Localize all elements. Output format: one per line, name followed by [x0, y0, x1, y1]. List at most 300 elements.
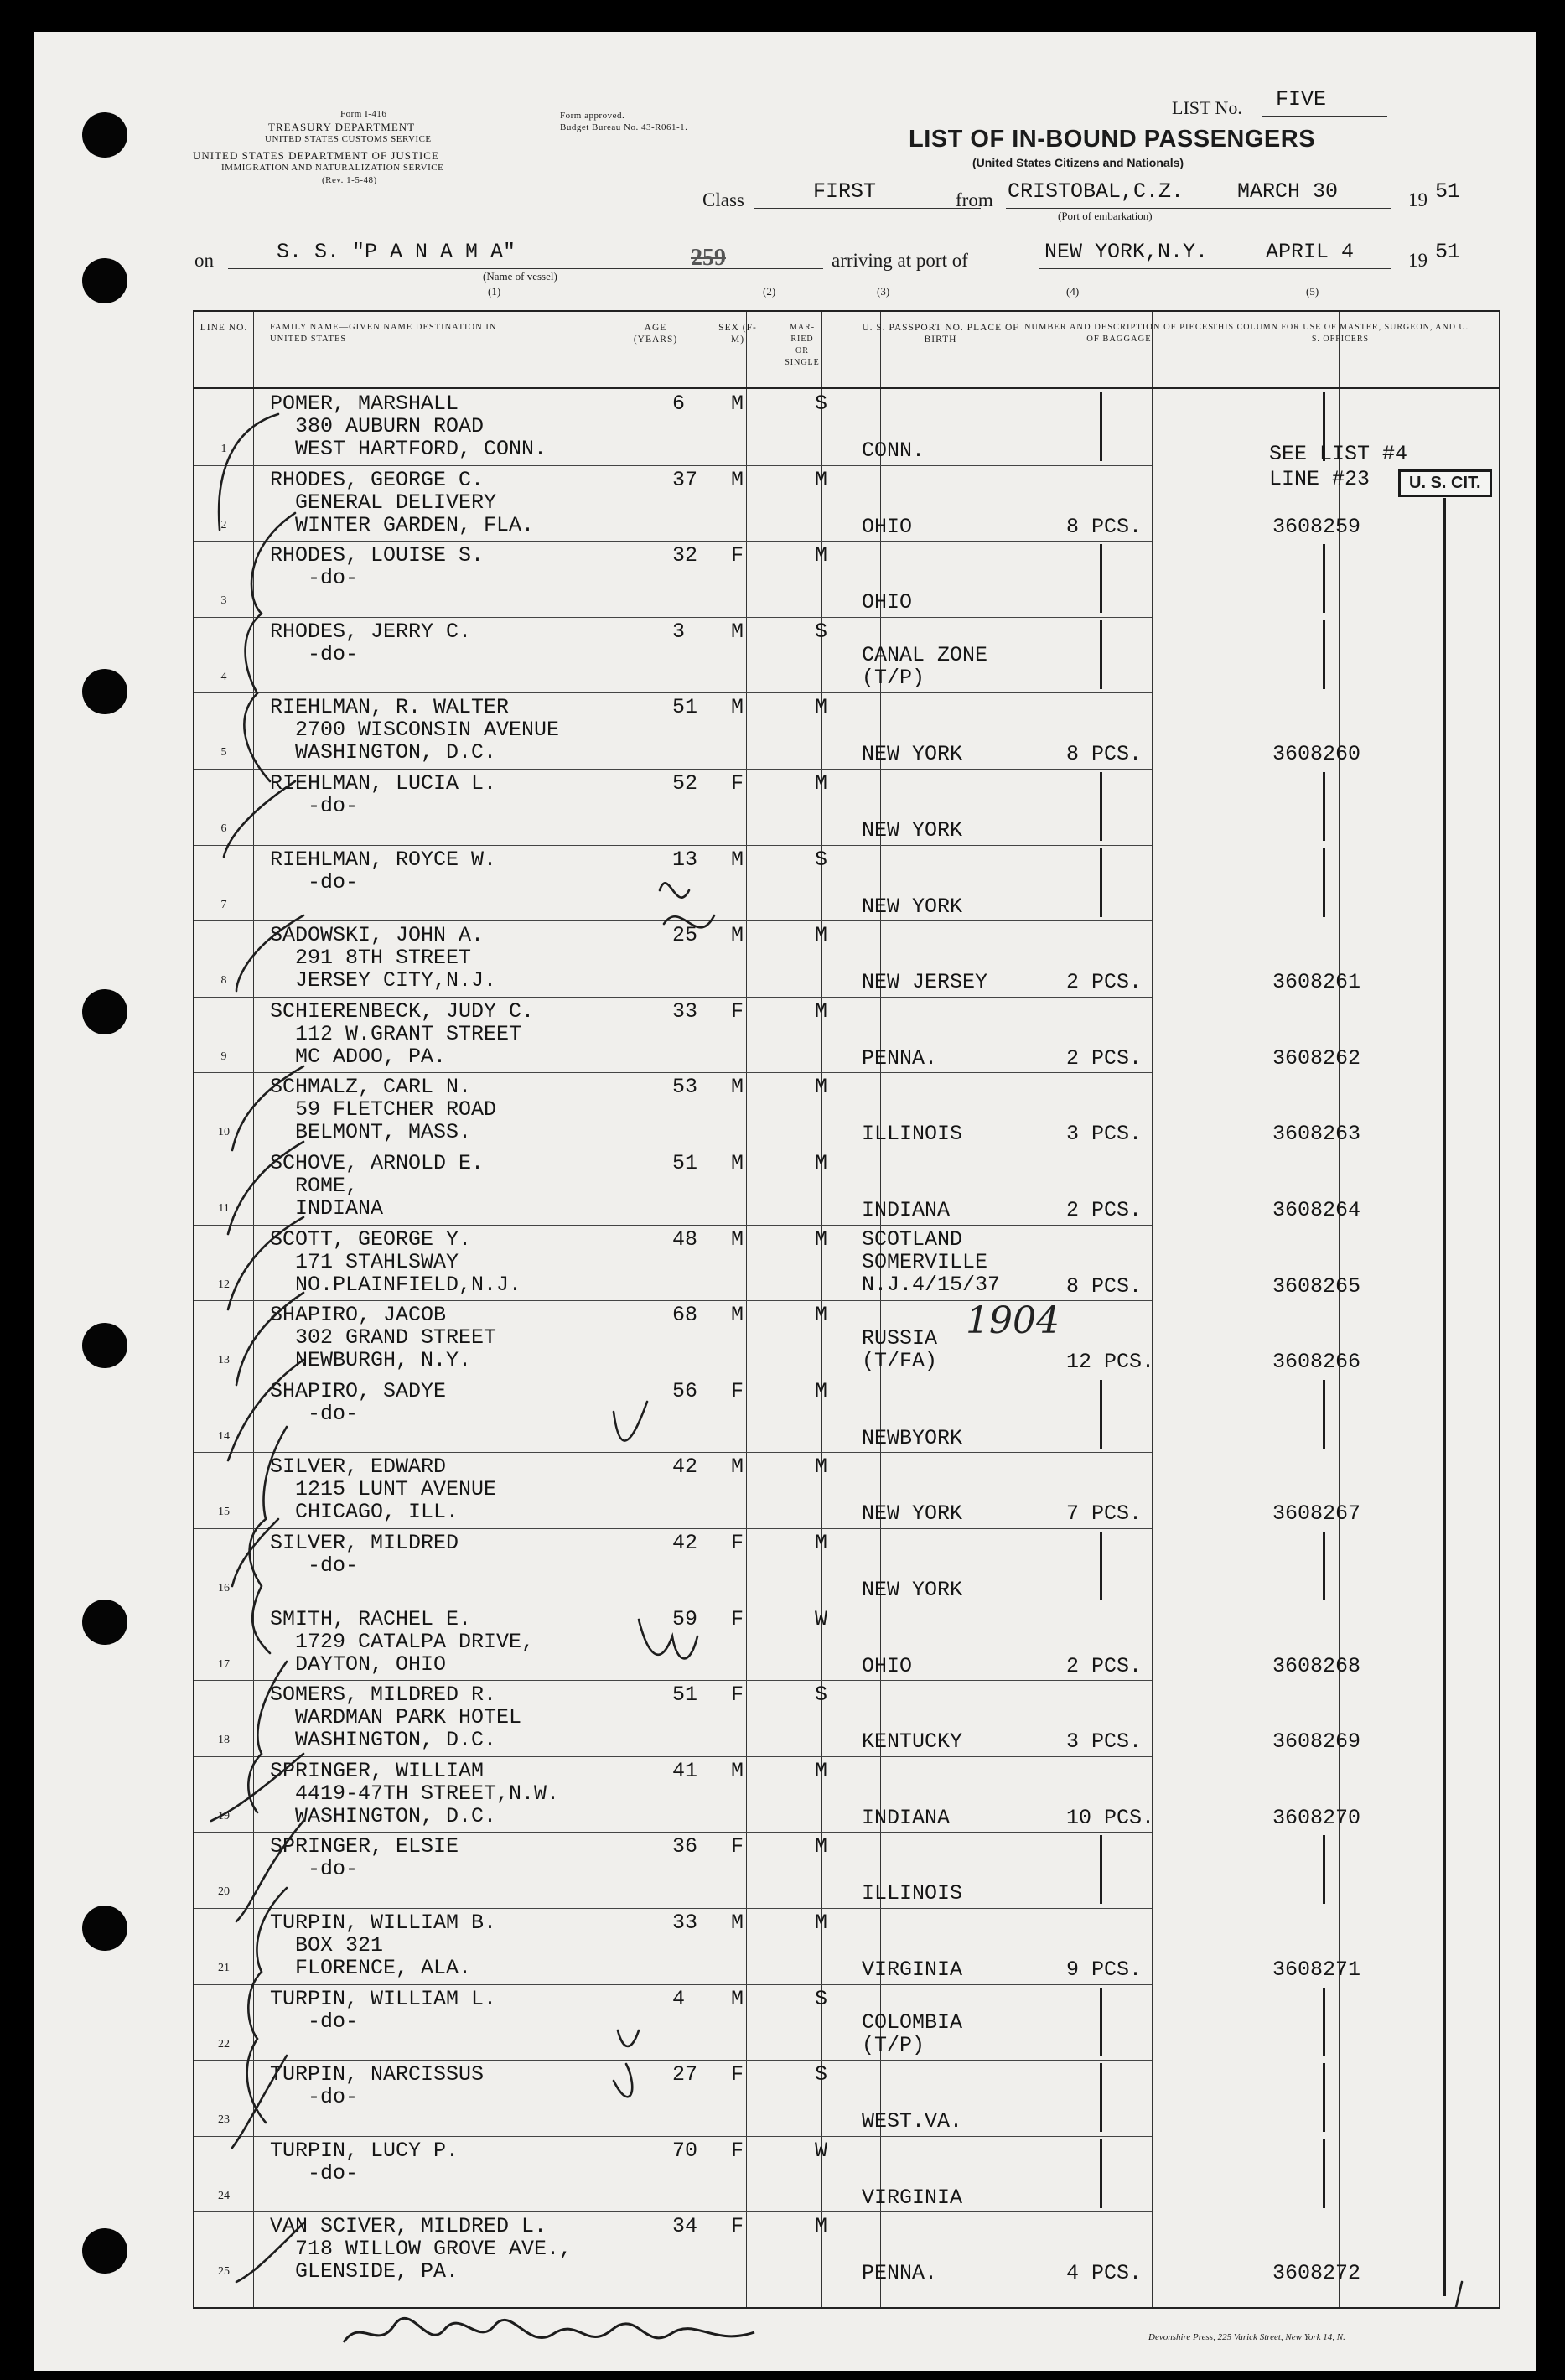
baggage-count: 10 PCS. [1066, 1805, 1155, 1830]
destination-line: 171 STAHLSWAY [270, 1249, 459, 1274]
age-value: 42 [672, 1454, 698, 1480]
from-value: CRISTOBAL,C.Z. [1008, 179, 1184, 204]
passenger-name: SOMERS, MILDRED R. [270, 1683, 497, 1708]
place-of-birth: SCOTLAND [862, 1226, 963, 1252]
baggage-count: 9 PCS. [1066, 1957, 1143, 1982]
age-value: 56 [672, 1378, 698, 1403]
age-value: 70 [672, 2138, 698, 2163]
destination-line: -do- [270, 1553, 359, 1578]
baggage-tag-number: 3608266 [1272, 1350, 1361, 1375]
customs-service: UNITED STATES CUSTOMS SERVICE [265, 134, 432, 144]
arrival-year-suffix: 51 [1435, 240, 1461, 264]
place-of-birth: VIRGINIA [862, 2185, 963, 2210]
line-number: 20 [218, 1885, 230, 1899]
place-of-birth: INDIANA [862, 1805, 951, 1830]
place-of-birth: NEW YORK [862, 894, 963, 919]
place-of-birth: (T/P) [862, 2032, 925, 2057]
line-number: 23 [218, 2113, 230, 2127]
check-mark-icon [219, 414, 278, 530]
bracket-mark-icon [247, 1888, 287, 2123]
baggage-count: 8 PCS. [1066, 742, 1143, 767]
bleed-through-text [1031, 1713, 1035, 1730]
place-of-birth: VIRGINIA [862, 1957, 963, 1982]
marital-status: M [815, 1075, 828, 1100]
form-revision: (Rev. 1-5-48) [322, 175, 377, 185]
line-number: 10 [218, 1126, 230, 1139]
tick-mark-icon [1456, 2282, 1462, 2307]
line-number: 5 [220, 746, 227, 760]
line-number: 4 [220, 670, 227, 683]
age-value: 3 [672, 619, 686, 644]
destination-line: ROME, [270, 1174, 359, 1198]
check-mark-icon [228, 1142, 303, 1234]
passenger-name: SADOWSKI, JOHN A. [270, 923, 485, 948]
sex-value: M [731, 467, 744, 492]
passenger-name: SCHIERENBECK, JUDY C. [270, 998, 535, 1024]
bracket-mark-icon [244, 513, 295, 781]
line-number: 19 [218, 1809, 230, 1823]
passenger-name: RIEHLMAN, R. WALTER [270, 695, 510, 720]
sex-value: M [731, 1303, 744, 1328]
line-number: 14 [218, 1429, 230, 1443]
place-of-birth: (T/P) [862, 665, 925, 690]
passenger-name: POMER, MARSHALL [270, 391, 459, 416]
passenger-name: SCOTT, GEORGE Y. [270, 1226, 472, 1252]
marital-status: M [815, 2214, 828, 2239]
place-of-birth: CANAL ZONE [862, 642, 988, 667]
marital-status: M [815, 467, 828, 492]
destination-line: GENERAL DELIVERY [270, 490, 497, 515]
line-number: 13 [218, 1354, 230, 1367]
place-of-birth: OHIO [862, 590, 913, 615]
line-number: 22 [218, 2037, 230, 2051]
marital-status: M [815, 543, 828, 568]
baggage-tag-number: 3608271 [1272, 1957, 1361, 1982]
page-subtitle: (United States Citizens and Nationals) [972, 156, 1184, 169]
passenger-name: RHODES, JERRY C. [270, 619, 472, 644]
initials-mark-icon [660, 883, 714, 927]
place-of-birth: N.J.4/15/37 [862, 1272, 1001, 1297]
marital-status: M [815, 998, 828, 1024]
destination-line: WASHINGTON, D.C. [270, 740, 497, 765]
from-label: from [956, 189, 993, 210]
baggage-count: 8 PCS. [1066, 1273, 1143, 1299]
sex-value: M [731, 1151, 744, 1175]
place-of-birth: OHIO [862, 514, 913, 539]
inspector-signature [335, 2309, 771, 2367]
punch-hole-icon [82, 989, 127, 1034]
age-value: 34 [672, 2214, 698, 2239]
sex-value: F [731, 543, 744, 568]
class-label: Class [702, 189, 744, 210]
arriving-label: arriving at port of [832, 250, 968, 271]
marital-status: S [815, 2062, 828, 2087]
year-suffix: 51 [1435, 179, 1461, 204]
baggage-tag-number: 3608262 [1272, 1045, 1361, 1071]
immigration-service: IMMIGRATION AND NATURALIZATION SERVICE [221, 163, 444, 173]
baggage-count: 2 PCS. [1066, 970, 1143, 995]
baggage-tag-number: 3608265 [1272, 1273, 1361, 1299]
place-of-birth: NEWBYORK [862, 1425, 963, 1450]
sex-value: F [731, 1834, 744, 1859]
place-of-birth: COLOMBIA [862, 2009, 963, 2035]
marital-status: M [815, 1454, 828, 1480]
age-value: 37 [672, 467, 698, 492]
page-title: LIST OF IN-BOUND PASSENGERS [909, 126, 1316, 153]
destination-line: -do- [270, 869, 359, 894]
marital-status: M [815, 1378, 828, 1403]
check-mark-icon [236, 2223, 303, 2282]
sex-value: M [731, 1454, 744, 1480]
destination-line: MC ADOO, PA. [270, 1044, 447, 1069]
marital-status: M [815, 1911, 828, 1935]
arrival-port: NEW YORK,N.Y. [1044, 240, 1209, 264]
col-number-4: (4) [1066, 285, 1080, 298]
check-mark-icon [224, 781, 295, 857]
marital-status: W [815, 1606, 828, 1631]
age-value: 51 [672, 1683, 698, 1708]
place-of-birth: ILLINOIS [862, 1122, 963, 1147]
list-no-value: FIVE [1276, 87, 1327, 111]
punch-hole-icon [82, 1600, 127, 1645]
age-value: 33 [672, 998, 698, 1024]
place-of-birth: NEW YORK [862, 1501, 963, 1527]
passenger-name: SPRINGER, ELSIE [270, 1834, 459, 1859]
place-of-birth: SOMERVILLE [862, 1249, 988, 1274]
col-number-1: (1) [488, 285, 501, 298]
header-sex: SEX (F-M) [718, 323, 757, 345]
age-value: 59 [672, 1606, 698, 1631]
bracket-mark-icon [250, 1427, 287, 1653]
line-number: 12 [218, 1278, 230, 1291]
place-of-birth: CONN. [862, 438, 925, 463]
destination-line: -do- [270, 2085, 359, 2110]
destination-line: 380 AUBURN ROAD [270, 414, 485, 438]
passenger-name: TURPIN, WILLIAM B. [270, 1911, 497, 1935]
manifest-page [34, 32, 1536, 2371]
age-value: 32 [672, 543, 698, 568]
passenger-name: RIEHLMAN, LUCIA L. [270, 771, 497, 796]
destination-line: NO.PLAINFIELD,N.J. [270, 1272, 522, 1297]
sex-value: M [731, 1758, 744, 1783]
place-of-birth: (T/FA) [862, 1349, 938, 1374]
sex-value: M [731, 1226, 744, 1252]
age-value: 27 [672, 2062, 698, 2087]
age-value: 41 [672, 1758, 698, 1783]
punch-hole-icon [82, 1323, 127, 1368]
baggage-count: 7 PCS. [1066, 1501, 1143, 1527]
baggage-count: 12 PCS. [1066, 1350, 1155, 1375]
age-value: 51 [672, 1151, 698, 1175]
sex-value: F [731, 1378, 744, 1403]
header-name: FAMILY NAME—GIVEN NAME DESTINATION IN UNITED STATES [270, 323, 497, 344]
baggage-tag-number: 3608260 [1272, 742, 1361, 767]
age-value: 51 [672, 695, 698, 720]
age-value: 52 [672, 771, 698, 796]
marital-status: S [815, 1683, 828, 1708]
baggage-tag-number: 3608261 [1272, 970, 1361, 995]
sex-value: F [731, 998, 744, 1024]
destination-line: 291 8TH STREET [270, 946, 472, 971]
initials-mark-icon [614, 2030, 639, 2097]
class-value: FIRST [813, 179, 877, 204]
destination-line: 59 FLETCHER ROAD [270, 1097, 497, 1123]
marital-status: M [815, 1531, 828, 1555]
destination-line: DAYTON, OHIO [270, 1651, 447, 1677]
sex-value: M [731, 695, 744, 720]
arrival-year-prefix: 19 [1408, 250, 1428, 271]
destination-line: WARDMAN PARK HOTEL [270, 1705, 522, 1730]
line-number: 3 [220, 594, 227, 608]
line-number: 16 [218, 1582, 230, 1594]
passenger-name: RHODES, LOUISE S. [270, 543, 485, 568]
passenger-name: RIEHLMAN, ROYCE W. [270, 847, 497, 872]
passenger-name: TURPIN, WILLIAM L. [270, 1986, 497, 2011]
age-value: 53 [672, 1075, 698, 1100]
destination-line: FLORENCE, ALA. [270, 1956, 472, 1980]
destination-line: -do- [270, 641, 359, 666]
baggage-tag-number: 3608270 [1272, 1805, 1361, 1830]
place-of-birth: KENTUCKY [862, 1729, 963, 1755]
passenger-name: TURPIN, NARCISSUS [270, 2062, 485, 2087]
baggage-count: 2 PCS. [1066, 1045, 1143, 1071]
place-of-birth: NEW YORK [862, 818, 963, 843]
age-value: 36 [672, 1834, 698, 1859]
marital-status: S [815, 391, 828, 416]
place-of-birth: INDIANA [862, 1198, 951, 1222]
passenger-name: SCHMALZ, CARL N. [270, 1075, 472, 1100]
printer-imprint: Devonshire Press, 225 Varick Street, New York 14, N. [1148, 2332, 1345, 2342]
signature-scrawl-icon [335, 2309, 771, 2359]
baggage-tag-number: 3608268 [1272, 1653, 1361, 1678]
line-number: 17 [218, 1657, 230, 1671]
destination-line: INDIANA [270, 1196, 384, 1221]
baggage-tag-number: 3608263 [1272, 1122, 1361, 1147]
marital-status: M [815, 1758, 828, 1783]
sex-value: M [731, 619, 744, 644]
age-value: 4 [672, 1986, 686, 2011]
header-passport: U. S. PASSPORT NO. PLACE OF BIRTH [862, 323, 1019, 345]
age-value: 13 [672, 847, 698, 872]
age-value: 6 [672, 391, 686, 416]
passenger-name: SCHOVE, ARNOLD E. [270, 1151, 485, 1175]
place-of-birth: PENNA. [862, 2261, 938, 2286]
baggage-count: 2 PCS. [1066, 1653, 1143, 1678]
line-number: 11 [218, 1202, 230, 1215]
line-number: 2 [220, 518, 227, 531]
destination-line: -do- [270, 2009, 359, 2034]
sex-value: F [731, 771, 744, 796]
line-number: 9 [220, 1050, 227, 1063]
port-embark-caption: (Port of embarkation) [1058, 210, 1153, 222]
destination-line: 4419-47TH STREET,N.W. [270, 1781, 560, 1806]
line-number: 25 [218, 2265, 230, 2279]
passenger-name: SHAPIRO, SADYE [270, 1378, 447, 1403]
baggage-count: 8 PCS. [1066, 514, 1143, 539]
destination-line: JERSEY CITY,N.J. [270, 968, 497, 993]
destination-line: WASHINGTON, D.C. [270, 1728, 497, 1753]
passenger-name: SPRINGER, WILLIAM [270, 1758, 485, 1783]
initials-mark-icon [639, 1620, 697, 1658]
place-of-birth: NEW YORK [862, 1578, 963, 1602]
baggage-count: 3 PCS. [1066, 1122, 1143, 1147]
header-age: AGE (YEARS) [633, 323, 678, 345]
baggage-count: 2 PCS. [1066, 1198, 1143, 1222]
destination-line: 2700 WISCONSIN AVENUE [270, 718, 560, 743]
treasury-department: TREASURY DEPARTMENT [268, 121, 416, 133]
see-list-note: SEE LIST #4 [1269, 442, 1408, 466]
check-mark-icon [232, 2056, 287, 2148]
us-citizen-stamp: U. S. CIT. [1398, 469, 1492, 497]
destination-line: BOX 321 [270, 1933, 384, 1957]
destination-line: NEWBURGH, N.Y. [270, 1348, 472, 1373]
passenger-table [193, 310, 1500, 2309]
sex-value: F [731, 1531, 744, 1555]
header-married: MAR-RIED OR SINGLE [785, 323, 820, 367]
marital-status: M [815, 771, 828, 796]
departure-date: MARCH 30 [1237, 179, 1339, 204]
destination-line: 112 W.GRANT STREET [270, 1021, 522, 1046]
marital-status: M [815, 1834, 828, 1859]
passenger-name: TURPIN, LUCY P. [270, 2138, 459, 2163]
baggage-tag-number: 3608264 [1272, 1198, 1361, 1222]
destination-line: 1729 CATALPA DRIVE, [270, 1629, 535, 1654]
baggage-count: 4 PCS. [1066, 2261, 1143, 2286]
header-line-no: LINE NO. [200, 323, 248, 333]
age-value: 25 [672, 923, 698, 948]
passenger-name: RHODES, GEORGE C. [270, 467, 485, 492]
marital-status: M [815, 695, 828, 720]
destination-line: GLENSIDE, PA. [270, 2259, 459, 2284]
form-number: Form I-416 [340, 109, 387, 119]
year-prefix: 19 [1408, 189, 1428, 210]
place-of-birth: NEW JERSEY [862, 970, 988, 995]
marital-status: M [815, 1226, 828, 1252]
check-mark-icon [236, 1293, 303, 1385]
col-number-3: (3) [877, 285, 890, 298]
passenger-name: SILVER, EDWARD [270, 1454, 447, 1480]
marital-status: M [815, 1151, 828, 1175]
destination-line: -do- [270, 2160, 359, 2186]
col-number-5: (5) [1306, 285, 1319, 298]
baggage-count: 3 PCS. [1066, 1729, 1143, 1755]
sex-value: M [731, 391, 744, 416]
baggage-tag-number: 3608267 [1272, 1501, 1361, 1527]
punch-hole-icon [82, 112, 127, 158]
list-no-label: LIST No. [1172, 97, 1242, 118]
destination-line: BELMONT, MASS. [270, 1120, 472, 1145]
place-of-birth: PENNA. [862, 1045, 938, 1071]
check-mark-icon [236, 915, 303, 991]
vessel-name: S. S. "P A N A M A" [277, 240, 516, 264]
sex-value: M [731, 1075, 744, 1100]
line-number: 24 [218, 2189, 230, 2202]
sex-value: F [731, 2214, 744, 2239]
punch-hole-icon [82, 258, 127, 303]
punch-hole-icon [82, 2228, 127, 2274]
line-number: 7 [220, 898, 227, 911]
sex-value: M [731, 923, 744, 948]
passenger-name: SILVER, MILDRED [270, 1531, 459, 1555]
destination-line: -do- [270, 1857, 359, 1882]
destination-line: CHICAGO, ILL. [270, 1500, 459, 1525]
marital-status: W [815, 2138, 828, 2163]
vessel-caption: (Name of vessel) [483, 270, 557, 283]
line-number: 15 [218, 1506, 230, 1519]
marital-status: S [815, 619, 828, 644]
punch-hole-icon [82, 1906, 127, 1951]
form-approved: Form approved. [560, 111, 625, 121]
header-baggage: NUMBER AND DESCRIPTION OF PIECES OF BAGGAGE [1023, 323, 1215, 344]
destination-line: WASHINGTON, D.C. [270, 1803, 497, 1828]
destination-line: 302 GRAND STREET [270, 1325, 497, 1351]
justice-department: UNITED STATES DEPARTMENT OF JUSTICE [193, 149, 439, 162]
place-of-birth: WEST.VA. [862, 2109, 963, 2134]
header-officers: THIS COLUMN FOR USE OF MASTER, SURGEON, AND U. S. OFFICERS [1211, 323, 1469, 344]
place-of-birth: ILLINOIS [862, 1881, 963, 1906]
age-value: 42 [672, 1531, 698, 1555]
sex-value: F [731, 2062, 744, 2087]
destination-line: WEST HARTFORD, CONN. [270, 437, 547, 461]
line-number: 6 [220, 822, 227, 835]
handwritten-year: 1904 [966, 1299, 1060, 1342]
see-line-note: LINE #23 [1269, 467, 1371, 491]
col-number-2: (2) [763, 285, 776, 298]
baggage-tag-number: 3608269 [1272, 1729, 1361, 1755]
marital-status: S [815, 1986, 828, 2011]
sex-value: F [731, 2138, 744, 2163]
arrival-date: APRIL 4 [1266, 240, 1355, 264]
punch-hole-icon [82, 669, 127, 714]
destination-line: -do- [270, 566, 359, 591]
destination-line: WINTER GARDEN, FLA. [270, 512, 535, 537]
sex-value: M [731, 847, 744, 872]
check-mark-icon [232, 1066, 303, 1150]
sex-value: F [731, 1683, 744, 1708]
passenger-name: VAN SCIVER, MILDRED L. [270, 2214, 547, 2239]
sex-value: F [731, 1606, 744, 1631]
check-mark-icon [236, 1821, 303, 1921]
on-label: on [194, 250, 214, 271]
line-number: 8 [220, 974, 227, 988]
bracket-mark-icon [248, 1662, 287, 1812]
line-number: 21 [218, 1962, 230, 1974]
line-number: 1 [220, 443, 227, 455]
place-of-birth: OHIO [862, 1653, 913, 1678]
handwritten-marks [194, 312, 1499, 2307]
destination-line: -do- [270, 794, 359, 818]
destination-line: -do- [270, 1401, 359, 1426]
vessel-number: 259 [691, 245, 726, 271]
marital-status: M [815, 1303, 828, 1328]
marital-status: M [815, 923, 828, 948]
budget-bureau: Budget Bureau No. 43-R061-1. [560, 122, 688, 132]
destination-line: 1215 LUNT AVENUE [270, 1477, 497, 1502]
passenger-name: SMITH, RACHEL E. [270, 1606, 472, 1631]
sex-value: M [731, 1986, 744, 2011]
sex-value: M [731, 1911, 744, 1935]
place-of-birth: RUSSIA [862, 1326, 938, 1351]
baggage-tag-number: 3608272 [1272, 2261, 1361, 2286]
place-of-birth: NEW YORK [862, 742, 963, 767]
line-number: 18 [218, 1734, 230, 1747]
age-value: 48 [672, 1226, 698, 1252]
check-mark-icon [228, 1217, 303, 1309]
initials-mark-icon [614, 1402, 647, 1441]
baggage-tag-number: 3608259 [1272, 514, 1361, 539]
age-value: 33 [672, 1911, 698, 1935]
age-value: 68 [672, 1303, 698, 1328]
